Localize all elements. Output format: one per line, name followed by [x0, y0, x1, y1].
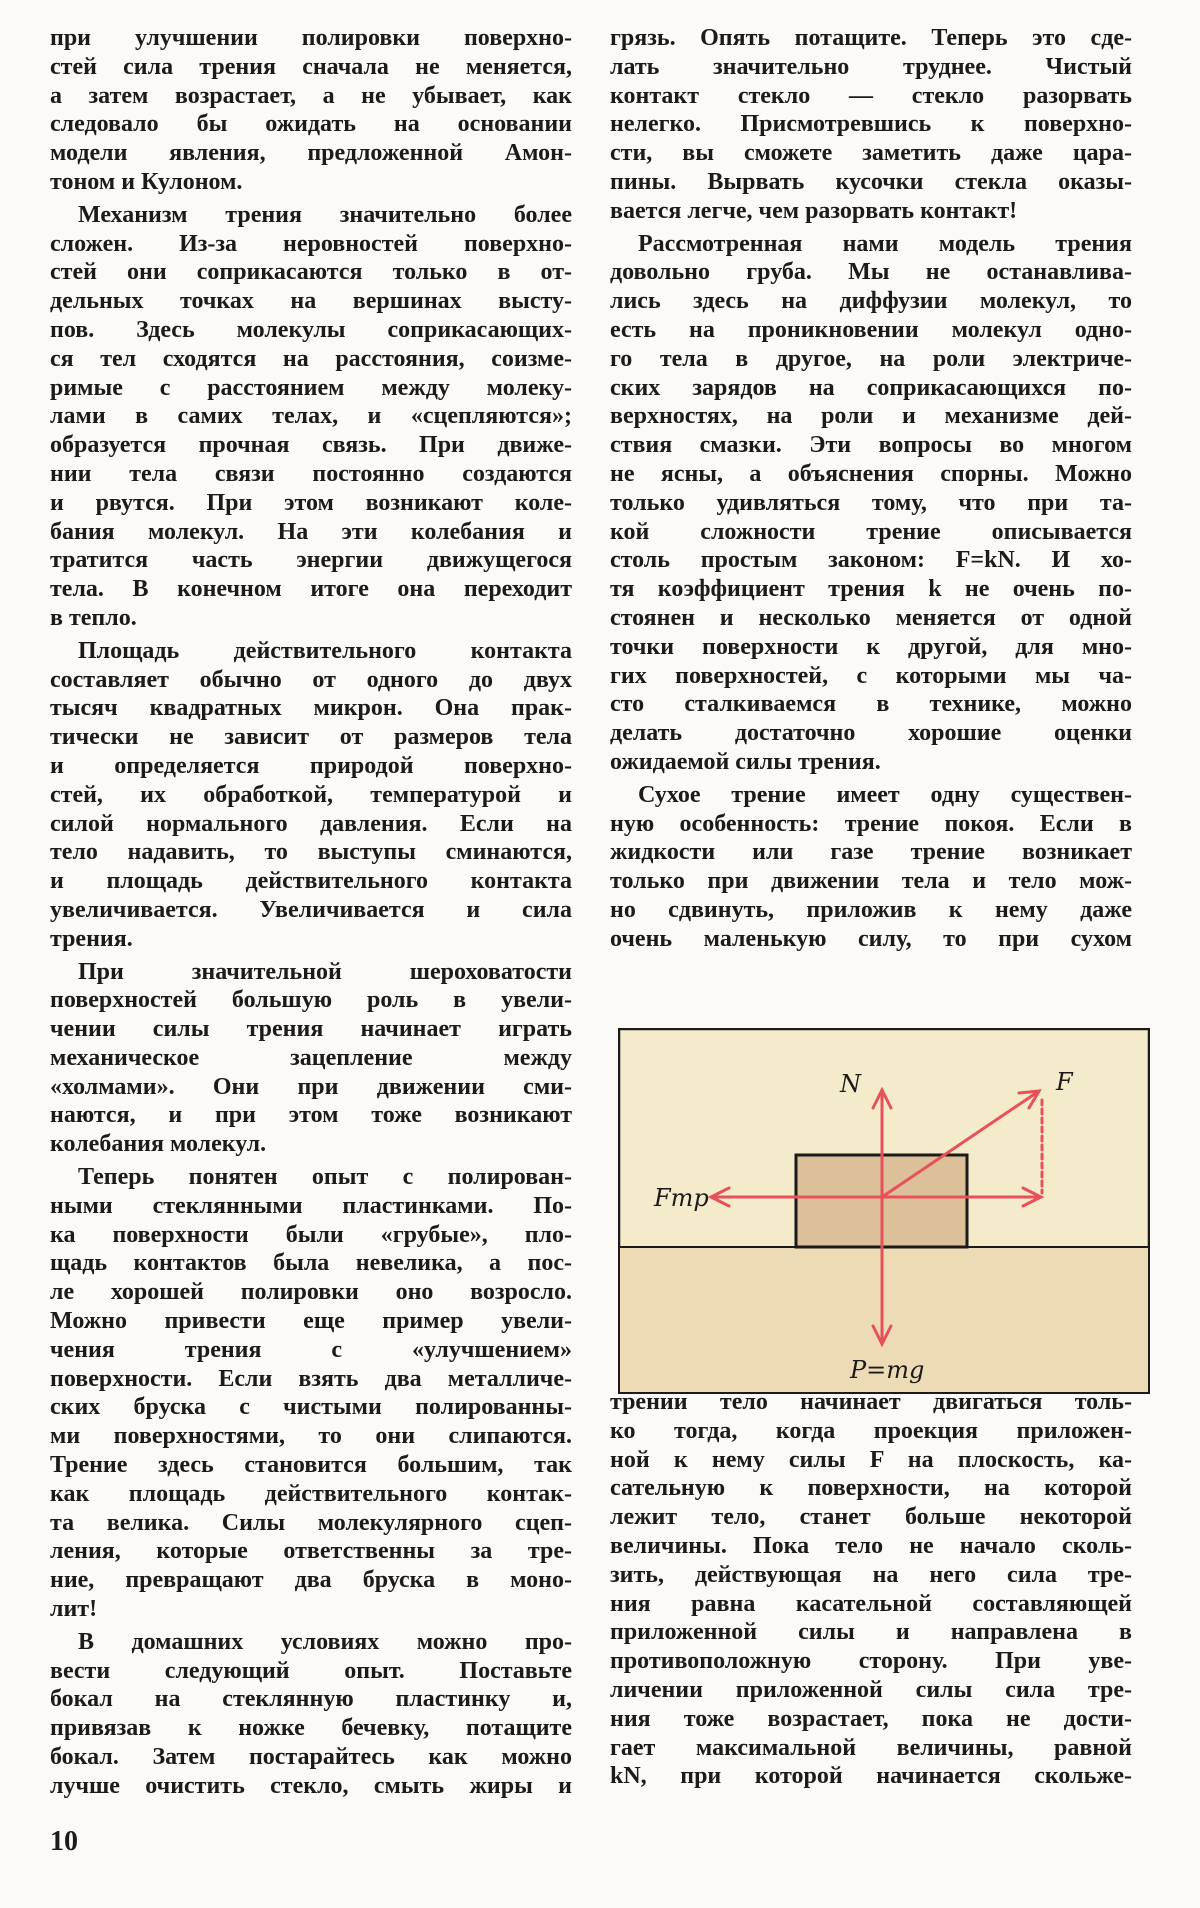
friction-force-diagram: [618, 1028, 1150, 1394]
text-line: при улучшении полировки поверхно-: [50, 25, 572, 51]
text-line: пины. Вырвать кусочки стекла оказы-: [610, 168, 1132, 195]
text-line: тысяч квадратных микрон. Она прак-: [50, 695, 572, 722]
text-line: лами в самих телах, и «сцепляются»;: [50, 403, 572, 430]
text-line: очень маленькую силу, то при сухом: [610, 925, 1132, 952]
text-line: приложенной силы и направлена в: [610, 1619, 1132, 1646]
text-line: ожидаемой силы трения.: [610, 748, 881, 775]
text-line: дельных точках на вершинах высту-: [50, 288, 572, 315]
text-line: ся тел сходятся на расстояния, соизме-: [50, 345, 572, 372]
text-line: гает максимальной величины, равной: [610, 1734, 1132, 1761]
text-line: бокал. Затем постарайтесь как можно: [50, 1744, 572, 1771]
text-line: нелегко. Присмотревшись к поверхно-: [610, 111, 1132, 138]
text-line: чении силы трения начинает играть: [50, 1016, 572, 1043]
paragraph: [50, 637, 572, 954]
text-line: увеличивается. Увеличивается и сила: [50, 896, 572, 923]
text-line: «холмами». Они при движении сми-: [50, 1073, 572, 1100]
text-line: щадь контактов была невелика, а пос-: [50, 1250, 572, 1277]
text-line: механическое зацепление между: [50, 1044, 572, 1071]
paragraph: [50, 958, 572, 1160]
text-line: контакт стекло — стекло разорвать: [610, 82, 1132, 109]
paragraph: [50, 24, 572, 197]
right-text-column-top: [610, 24, 1132, 958]
text-line: и площадь действительного контакта: [50, 868, 572, 895]
text-line: Трение здесь становится большим, так: [50, 1452, 572, 1479]
text-line: kN, при которой начинается скольже-: [610, 1763, 1132, 1790]
text-line: го тела в другое, на роли электриче-: [610, 345, 1132, 372]
text-line: образуется прочная связь. При движе-: [50, 432, 572, 459]
text-line: есть на проникновении молекул одно-: [610, 316, 1132, 343]
text-line: поверхности. Если взять два металличе-: [50, 1365, 572, 1392]
text-line: наются, и при этом тоже возникают: [50, 1102, 572, 1129]
text-line: грязь. Опять потащите. Теперь это сде-: [610, 25, 1132, 51]
text-line: и определяется природой поверхно-: [50, 752, 572, 779]
text-line: сто сталкиваемся в технике, можно: [610, 691, 1132, 718]
label-f: F: [1056, 1068, 1073, 1096]
text-line: ния тоже возрастает, пока не дости-: [610, 1705, 1132, 1732]
label-p-mg: P=mg: [850, 1356, 925, 1384]
text-line: При значительной шероховатости: [78, 958, 572, 985]
text-line: бания молекул. На эти колебания и: [50, 518, 572, 545]
paragraph: [610, 24, 1132, 226]
text-line: жидкости или газе трение возникает: [610, 839, 1132, 866]
label-n: N: [840, 1070, 861, 1098]
text-line: ние, превращают два бруска в моно-: [50, 1567, 572, 1594]
text-line: ной к нему силы F на плоскость, ка-: [610, 1446, 1132, 1473]
text-line: стей, их обработкой, температурой и: [50, 781, 572, 808]
text-line: верхностях, на роли и механизме дей-: [610, 403, 1132, 430]
text-line: тоном и Кулоном.: [50, 168, 243, 195]
text-line: колебания молекул.: [50, 1131, 267, 1158]
text-line: личении приложенной силы сила тре-: [610, 1676, 1132, 1703]
paragraph: [610, 781, 1132, 954]
text-line: точки поверхности к другой, для мно-: [610, 633, 1132, 660]
text-line: столь простым законом: F=kN. И хо-: [610, 547, 1132, 574]
text-line: довольно груба. Мы не останавлива-: [610, 259, 1132, 286]
text-line: тело надавить, то выступы сминаются,: [50, 839, 572, 866]
text-line: Теперь понятен опыт с полирован-: [78, 1164, 572, 1191]
text-line: величины. Пока тело не начало сколь-: [610, 1532, 1132, 1559]
text-line: не ясны, а объяснения спорны. Можно: [610, 460, 1132, 487]
text-line: зить, действующая на него сила тре-: [610, 1561, 1132, 1588]
text-line: поверхностей большую роль в увели-: [50, 987, 572, 1014]
left-text-column: [50, 24, 572, 1805]
text-line: стей они соприкасаются только в от-: [50, 259, 572, 286]
paragraph: [610, 230, 1132, 777]
text-line: трения.: [50, 925, 133, 952]
text-line: и рвутся. При этом возникают коле-: [50, 489, 572, 516]
text-line: составляет обычно от одного до двух: [50, 666, 572, 693]
text-line: кой сложности трение описывается: [610, 518, 1132, 545]
text-line: противоположную сторону. При уве-: [610, 1648, 1132, 1675]
paragraph: [50, 201, 572, 633]
text-line: пов. Здесь молекулы соприкасающих-: [50, 316, 572, 343]
text-line: ную особенность: трение покоя. Если в: [610, 810, 1132, 837]
text-line: в тепло.: [50, 604, 137, 631]
text-line: ными стеклянными пластинками. По-: [50, 1192, 572, 1219]
text-line: ми поверхностями, то они слипаются.: [50, 1423, 572, 1450]
text-line: следовало бы ожидать на основании: [50, 111, 572, 138]
text-line: силой нормального давления. Если на: [50, 810, 572, 837]
text-line: только при движении тела и тело мож-: [610, 868, 1132, 895]
text-line: лись здесь на диффузии молекул, то: [610, 288, 1132, 315]
text-line: ка поверхности были «грубые», пло-: [50, 1221, 572, 1248]
text-line: но сдвинуть, приложив к нему даже: [610, 896, 1132, 923]
text-line: та велика. Силы молекулярного сцеп-: [50, 1509, 572, 1536]
right-text-column-bottom: [610, 1388, 1132, 1795]
text-line: тратится часть энергии движущегося: [50, 547, 572, 574]
paragraph: [50, 1628, 572, 1801]
text-line: чения трения с «улучшением»: [50, 1336, 572, 1363]
text-line: ле хорошей полировки оно возросло.: [50, 1279, 572, 1306]
text-line: вается легче, чем разорвать контакт!: [610, 197, 1018, 224]
text-line: вести следующий опыт. Поставьте: [50, 1657, 572, 1684]
text-line: ских бруска с чистыми полированны-: [50, 1394, 572, 1421]
text-line: сложен. Из-за неровностей поверхно-: [50, 230, 572, 257]
text-line: трении тело начинает двигаться толь-: [610, 1389, 1132, 1415]
text-line: Можно привести еще пример увели-: [50, 1308, 572, 1335]
text-line: делать достаточно хорошие оценки: [610, 720, 1132, 747]
text-line: тически не зависит от размеров тела: [50, 724, 572, 751]
text-line: гих поверхностей, с которыми мы ча-: [610, 662, 1132, 689]
text-line: привязав к ножке бечевку, потащите: [50, 1715, 572, 1742]
text-line: ления, которые ответственны за тре-: [50, 1538, 572, 1565]
text-line: ния равна касательной составляющей: [610, 1590, 1132, 1617]
text-line: Площадь действительного контакта: [78, 637, 572, 664]
text-line: бокал на стеклянную пластинку и,: [50, 1686, 572, 1713]
text-line: лать значительно труднее. Чистый: [610, 53, 1132, 80]
text-line: В домашних условиях можно про-: [78, 1628, 572, 1655]
page-number: 10: [50, 1826, 78, 1857]
text-line: ко тогда, когда проекция приложен-: [610, 1417, 1132, 1444]
text-line: лежит тело, станет больше некоторой: [610, 1504, 1132, 1531]
text-line: лит!: [50, 1596, 98, 1623]
text-line: тя коэффициент трения k не очень по-: [610, 576, 1132, 603]
text-line: Механизм трения значительно более: [78, 201, 572, 228]
text-line: модели явления, предложенной Амон-: [50, 140, 572, 167]
text-line: Сухое трение имеет одну существен-: [638, 781, 1132, 808]
text-line: лучше очистить стекло, смыть жиры и: [50, 1772, 572, 1799]
paragraph: [610, 1388, 1132, 1791]
text-line: римые с расстоянием между молеку-: [50, 374, 572, 401]
text-line: сательную к поверхности, на которой: [610, 1475, 1132, 1502]
paragraph: [50, 1163, 572, 1624]
label-f-friction: Fтр: [654, 1184, 709, 1212]
text-line: стей сила трения сначала не меняется,: [50, 53, 572, 80]
text-line: а затем возрастает, а не убывает, как: [50, 82, 572, 109]
text-line: нии тела связи постоянно создаются: [50, 460, 572, 487]
text-line: стоянен и несколько меняется от одной: [610, 604, 1132, 631]
text-line: Рассмотренная нами модель трения: [638, 230, 1132, 257]
text-line: ствия смазки. Эти вопросы во многом: [610, 432, 1132, 459]
text-line: сти, вы сможете заметить даже цара-: [610, 140, 1132, 167]
text-line: как площадь действительного контак-: [50, 1480, 572, 1507]
text-line: только удивляться тому, что при та-: [610, 489, 1132, 516]
text-line: тела. В конечном итоге она переходит: [50, 576, 572, 603]
text-line: ских зарядов на соприкасающихся по-: [610, 374, 1132, 401]
